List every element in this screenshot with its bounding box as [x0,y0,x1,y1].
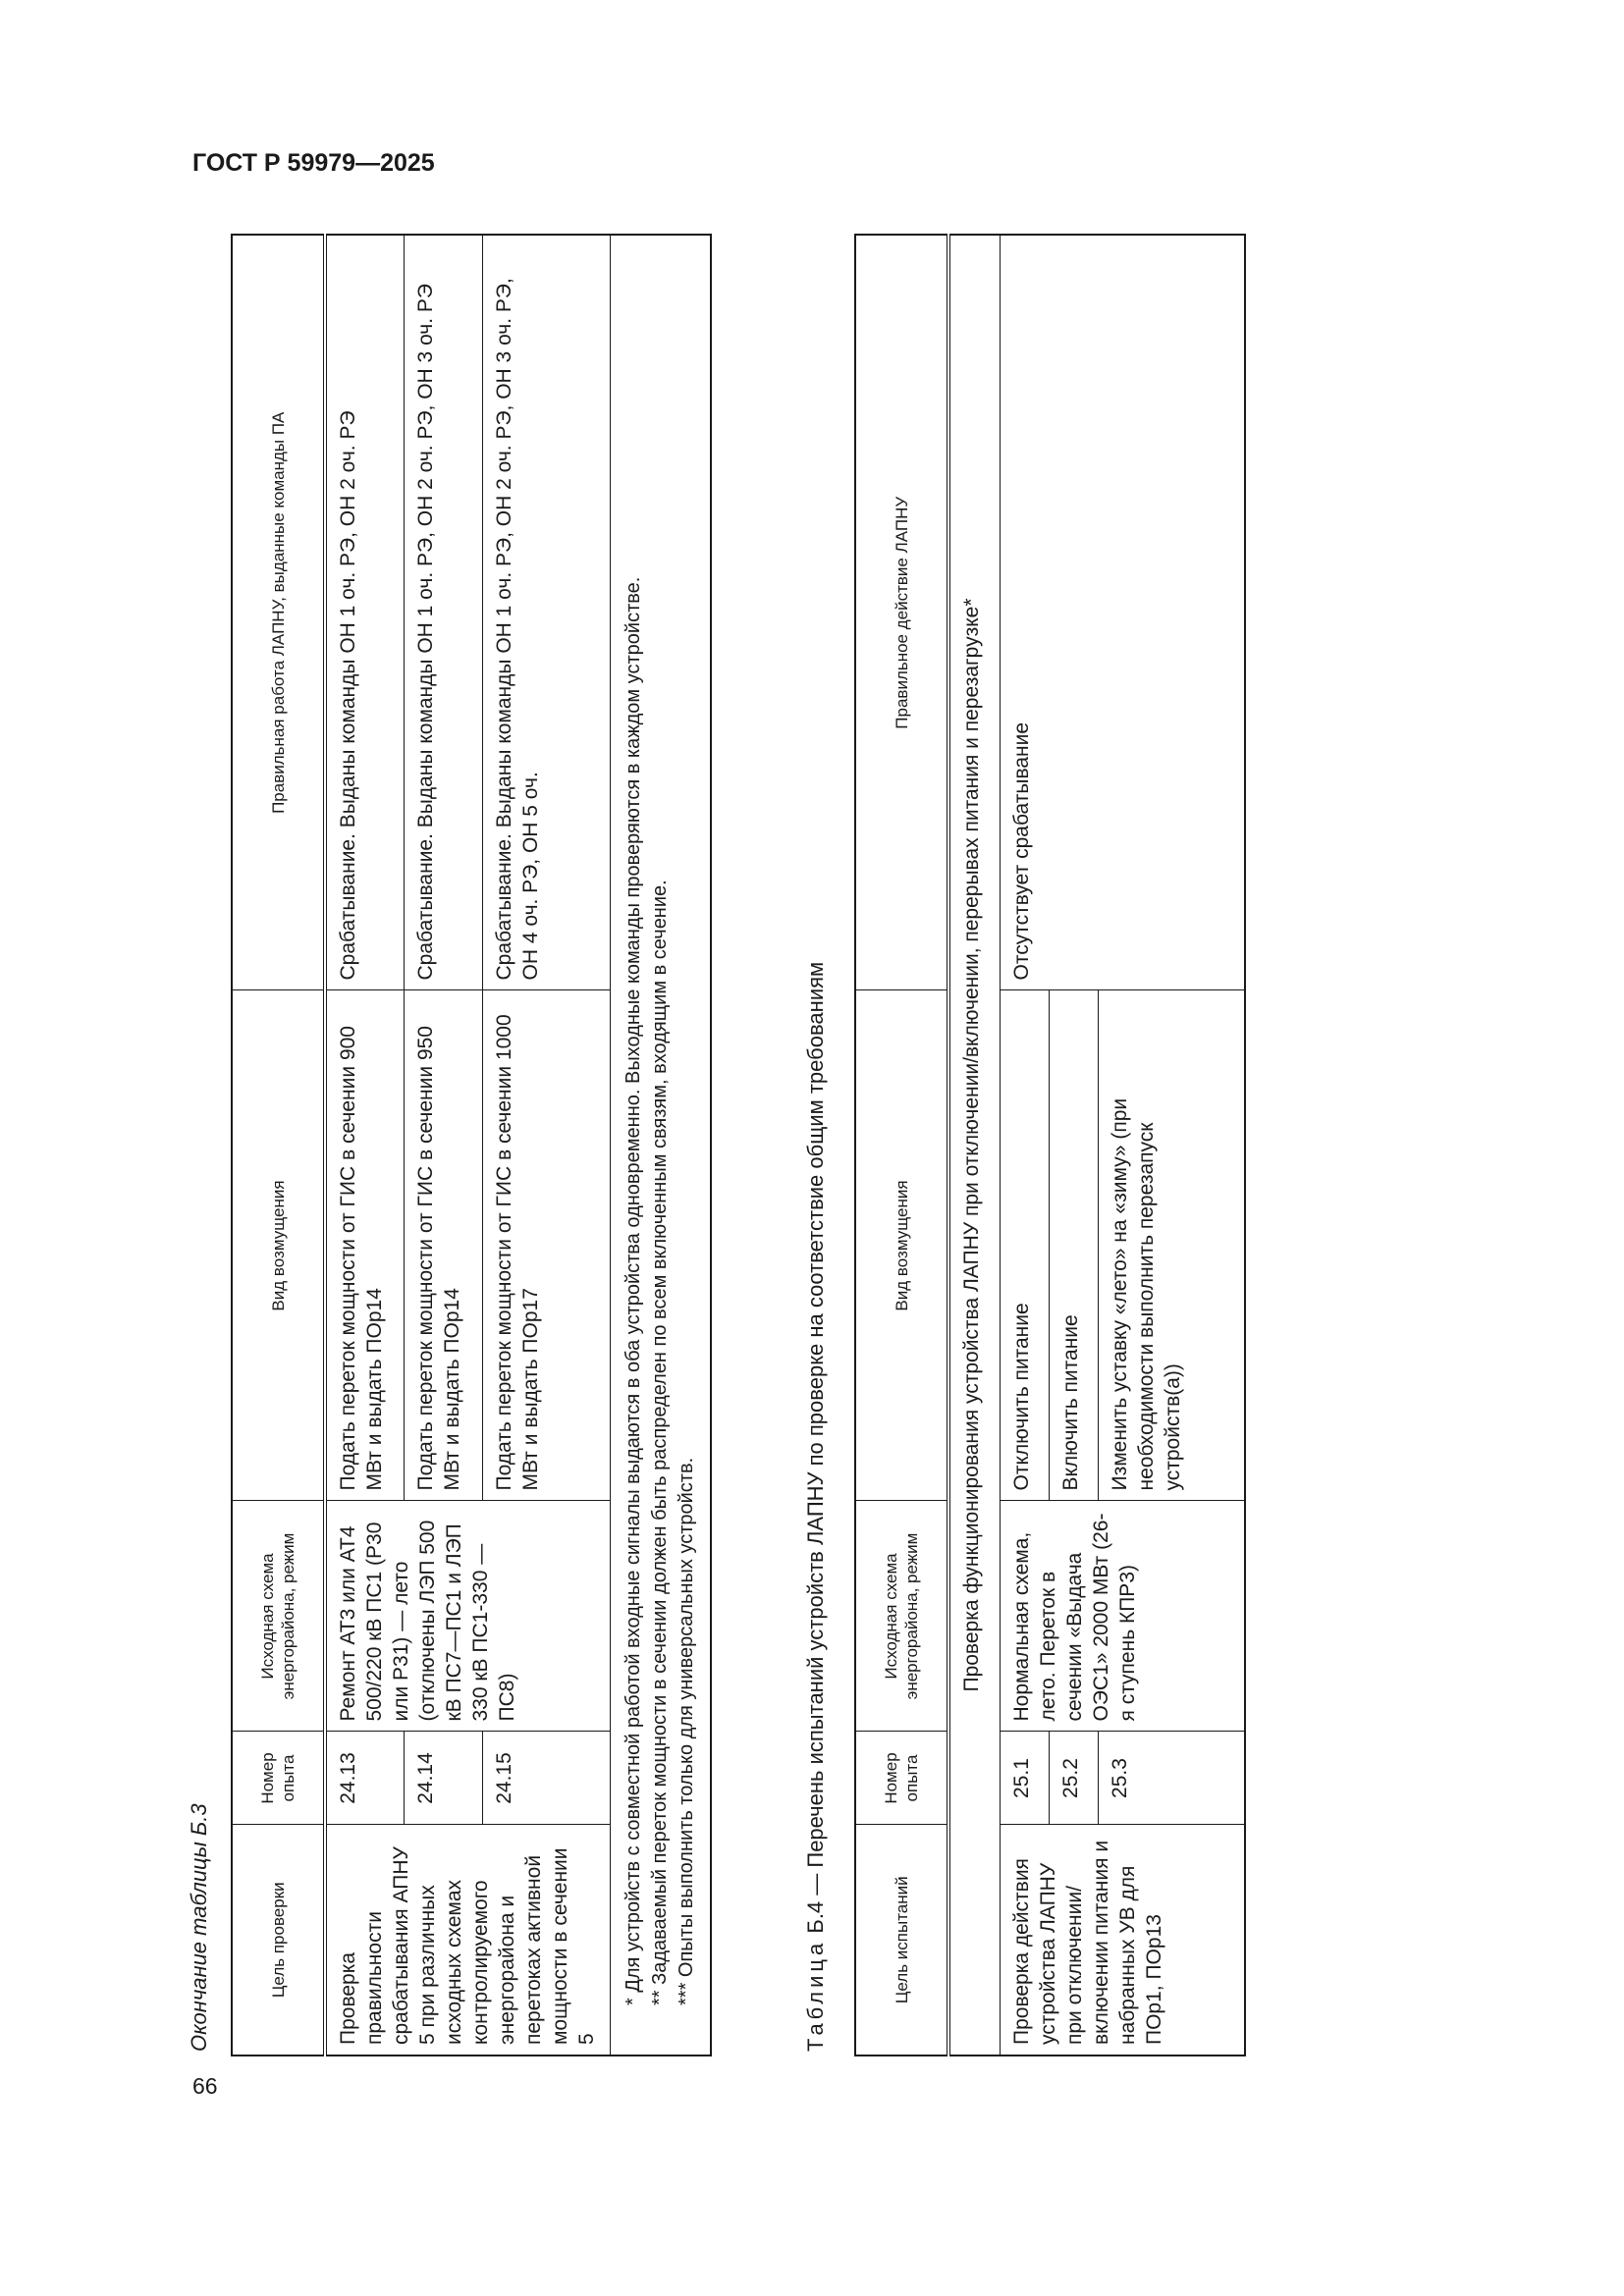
row-num: 24.14 [404,1732,482,1825]
section-cell: Проверка функционирования устройства ЛАПНУ при отключении/включении, перерывах питания и перезагрузке* [948,235,1000,2056]
col-header-action: Вид возмущения [232,990,325,1501]
result-cell: Срабатывание. Выданы команды ОН 1 оч. РЭ, ОН 2 оч. РЭ [325,235,404,990]
goal-cell: Проверка действия устройства ЛАПНУ при отключении/включении питания и набранных УВ для ПОр1, ПОр13 [1000,1825,1245,2056]
col-header-result: Правильное действие ЛАПНУ [855,235,948,990]
notes-row [610,235,711,2056]
rotated-page-content [187,226,1267,2061]
table-b3-caption: Окончание таблицы Б.3 [187,1803,211,2052]
table-b4 [854,234,1246,2056]
action-cell: Включить питание [1049,990,1098,1501]
table-row [404,235,482,2056]
row-num: 25.1 [1000,1732,1049,1825]
result-cell: Срабатывание. Выданы команды ОН 1 оч. РЭ, ОН 2 оч. РЭ, ОН 3 оч. РЭ [404,235,482,990]
action-cell: Изменить уставку «лето» на «зиму» (при необходимости выполнить перезапуск устройств(а)) [1098,990,1245,1501]
caption-rest: Б.4 — Перечень испытаний устройств ЛАПНУ по проверке на соответствие общим требованиям [803,961,828,1940]
note-3: *** Опыты выполнить только для универсальных устройств. [675,1457,697,2005]
action-cell: Подать переток мощности от ГИС в сечении 900 МВт и выдать ПОр14 [325,990,404,1501]
row-num: 25.3 [1098,1732,1245,1825]
caption-prefix: Таблица [803,1939,828,2052]
table-b4-header-row [855,235,948,2056]
col-header-num: Номер опыта [232,1732,325,1825]
table-b4-caption [803,962,829,2052]
col-header-scheme: Исходная схема энергорайона, режим [855,1501,948,1732]
row-num: 24.15 [482,1732,610,1825]
scheme-cell: Ремонт АТ3 или АТ4 500/220 кВ ПС1 (Р30 или Р31) — лето (отключены ЛЭП 500 кВ ПС7—ПС1 и ЛЭП 330 кВ ПС1-330 — ПС8) [325,1501,610,1732]
section-row [948,235,1000,2056]
col-header-goal: Цель проверки [232,1825,325,2056]
table-row [325,235,404,2056]
result-cell: Срабатывание. Выданы команды ОН 1 оч. РЭ, ОН 2 оч. РЭ, ОН 3 оч. РЭ, ОН 4 оч. РЭ, ОН 5 оч. [482,235,610,990]
action-cell: Подать переток мощности от ГИС в сечении 950 МВт и выдать ПОр14 [404,990,482,1501]
col-header-result: Правильная работа ЛАПНУ, выданные команды ПА [232,235,325,990]
row-num: 24.13 [325,1732,404,1825]
col-header-goal: Цель испытаний [855,1825,948,2056]
note-2: ** Задаваемый переток мощности в сечении должен быть распределен по всем включенным связям, входящим в сечение. [648,880,671,2005]
notes-cell [610,235,711,2056]
col-header-scheme: Исходная схема энергорайона, режим [232,1501,325,1732]
col-header-num: Номер опыта [855,1732,948,1825]
result-cell: Отсутствует срабатывание [1000,235,1245,990]
table-b3-header-row [232,235,325,2056]
page-number: 66 [192,2073,218,2099]
col-header-action: Вид возмущения [855,990,948,1501]
table-b3 [231,234,712,2056]
row-num: 25.2 [1049,1732,1098,1825]
goal-cell: Проверка правильности срабатывания АПНУ 5 при различных исходных схемах контролируемого энергорайона и перетоках активной мощности в сечении 5 [325,1825,610,2056]
table-row [1000,235,1049,2056]
document-header: ГОСТ Р 59979—2025 [192,149,435,177]
table-row [482,235,610,2056]
scheme-cell: Нормальная схема, лето. Переток в сечении «Выдача ОЭС1» 2000 МВт (26-я ступень КПР3) [1000,1501,1245,1732]
note-1: * Для устройств с совместной работой входные сигналы выдаются в оба устройства одновременно. Выходные команды проверяются в каждом устройстве. [622,576,644,2005]
action-cell: Отключить питание [1000,990,1049,1501]
action-cell: Подать переток мощности от ГИС в сечении 1000 МВт и выдать ПОр17 [482,990,610,1501]
